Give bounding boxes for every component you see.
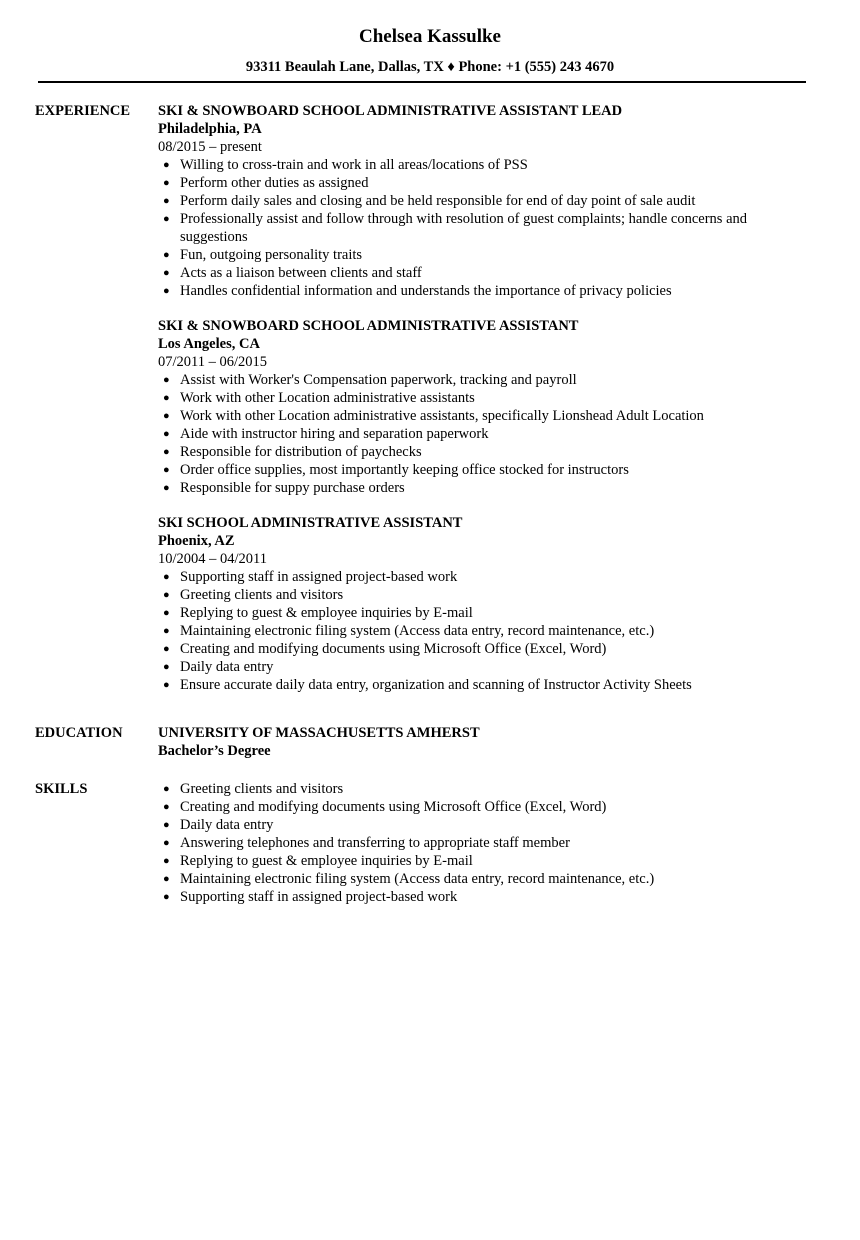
list-item [158,834,780,852]
list-item [158,798,780,816]
list-item [158,622,780,640]
job-dates: 07/2011 – 06/2015 [158,354,268,370]
list-item [158,425,780,443]
skill-text: Daily data entry [180,817,274,833]
duty-text: Fun, outgoing personality traits [180,247,363,263]
list-item [158,210,780,246]
experience-section [0,102,860,711]
skills-list [158,780,798,906]
header-divider [38,81,806,83]
duty-text: Work with other Location administrative assistants, specifically Lionshead Adult Location [180,408,704,424]
bullet-icon: ● [163,410,170,422]
list-item [158,640,780,658]
bullet-icon: ● [163,249,170,261]
list-item [158,192,780,210]
bullet-icon: ● [163,213,170,225]
job-entry [158,317,798,497]
job-dates: 10/2004 – 04/2011 [158,551,268,567]
job-location: Los Angeles, CA [158,336,260,352]
skill-text: Greeting clients and visitors [180,781,344,797]
skills-body [158,780,798,906]
skill-text: Creating and modifying documents using Microsoft Office (Excel, Word) [180,799,607,815]
job-entry [158,514,798,694]
duty-text: Maintaining electronic filing system (Access data entry, record maintenance, etc.) [180,623,655,639]
job-title: SKI & SNOWBOARD SCHOOL ADMINISTRATIVE ASSISTANT LEAD [158,103,623,119]
education-heading: EDUCATION [35,725,123,741]
list-item [158,443,780,461]
bullet-icon: ● [163,267,170,279]
education-section [0,724,860,760]
skill-text: Answering telephones and transferring to appropriate staff member [180,835,570,851]
job-duties-list [158,371,798,497]
list-item [158,461,780,479]
list-item [158,407,780,425]
duty-text: Aide with instructor hiring and separation paperwork [180,426,489,442]
duty-text: Perform other duties as assigned [180,175,369,191]
bullet-icon: ● [163,855,170,867]
bullet-icon: ● [163,589,170,601]
school-name: UNIVERSITY OF MASSACHUSETTS AMHERST [158,725,480,741]
list-item [158,389,780,407]
job-title: SKI SCHOOL ADMINISTRATIVE ASSISTANT [158,515,463,531]
list-item [158,870,780,888]
contact-line: 93311 Beaulah Lane, Dallas, TX ♦ Phone: +1 (555) 243 4670 [245,59,615,75]
bullet-icon: ● [163,661,170,673]
bullet-icon: ● [163,446,170,458]
list-item [158,246,780,264]
duty-text: Work with other Location administrative assistants [180,390,475,406]
duty-text: Responsible for distribution of paychecks [180,444,422,460]
job-title: SKI & SNOWBOARD SCHOOL ADMINISTRATIVE ASSISTANT [158,318,579,334]
experience-heading: EXPERIENCE [35,103,131,119]
bullet-icon: ● [163,285,170,297]
job-location: Philadelphia, PA [158,121,262,137]
job-dates: 08/2015 – present [158,139,262,155]
bullet-icon: ● [163,374,170,386]
bullet-icon: ● [163,482,170,494]
bullet-icon: ● [163,195,170,207]
bullet-icon: ● [163,625,170,637]
bullet-icon: ● [163,783,170,795]
list-item [158,658,780,676]
list-item [158,676,780,694]
duty-text: Assist with Worker's Compensation paperwork, tracking and payroll [180,372,577,388]
duty-text: Daily data entry [180,659,274,675]
degree: Bachelor’s Degree [158,743,271,759]
list-item [158,604,780,622]
list-item [158,816,780,834]
bullet-icon: ● [163,159,170,171]
bullet-icon: ● [163,607,170,619]
duty-text: Professionally assist and follow through with resolution of guest complaints; handle concerns and suggestions [180,211,748,245]
list-item [158,264,780,282]
skill-text: Supporting staff in assigned project-based work [180,889,458,905]
duty-text: Acts as a liaison between clients and staff [180,265,422,281]
bullet-icon: ● [163,819,170,831]
duty-text: Creating and modifying documents using Microsoft Office (Excel, Word) [180,641,607,657]
job-entry [158,102,798,300]
list-item [158,888,780,906]
education-body [158,724,798,760]
skill-text: Maintaining electronic filing system (Access data entry, record maintenance, etc.) [180,871,655,887]
bullet-icon: ● [163,643,170,655]
list-item [158,780,780,798]
bullet-icon: ● [163,392,170,404]
bullet-icon: ● [163,837,170,849]
bullet-icon: ● [163,464,170,476]
bullet-icon: ● [163,571,170,583]
job-duties-list [158,568,798,694]
duty-text: Responsible for suppy purchase orders [180,480,405,496]
duty-text: Supporting staff in assigned project-based work [180,569,458,585]
list-item [158,282,780,300]
duty-text: Handles confidential information and understands the importance of privacy policies [180,283,672,299]
duty-text: Perform daily sales and closing and be held responsible for end of day point of sale audit [180,193,696,209]
job-duties-list [158,156,798,300]
candidate-name: Chelsea Kassulke [359,26,501,47]
list-item [158,852,780,870]
bullet-icon: ● [163,891,170,903]
duty-text: Replying to guest & employee inquiries by E-mail [180,605,473,621]
bullet-icon: ● [163,428,170,440]
bullet-icon: ● [163,801,170,813]
skills-section [0,780,860,906]
job-location: Phoenix, AZ [158,533,235,549]
bullet-icon: ● [163,177,170,189]
bullet-icon: ● [163,873,170,885]
duty-text: Order office supplies, most importantly keeping office stocked for instructors [180,462,629,478]
bullet-icon: ● [163,679,170,691]
list-item [158,586,780,604]
duty-text: Willing to cross-train and work in all areas/locations of PSS [180,157,528,173]
list-item [158,174,780,192]
list-item [158,568,780,586]
list-item [158,156,780,174]
duty-text: Ensure accurate daily data entry, organization and scanning of Instructor Activity Sheets [180,677,692,693]
list-item [158,371,780,389]
skills-heading: SKILLS [35,781,88,797]
experience-body [158,102,798,711]
skill-text: Replying to guest & employee inquiries by E-mail [180,853,473,869]
list-item [158,479,780,497]
duty-text: Greeting clients and visitors [180,587,344,603]
